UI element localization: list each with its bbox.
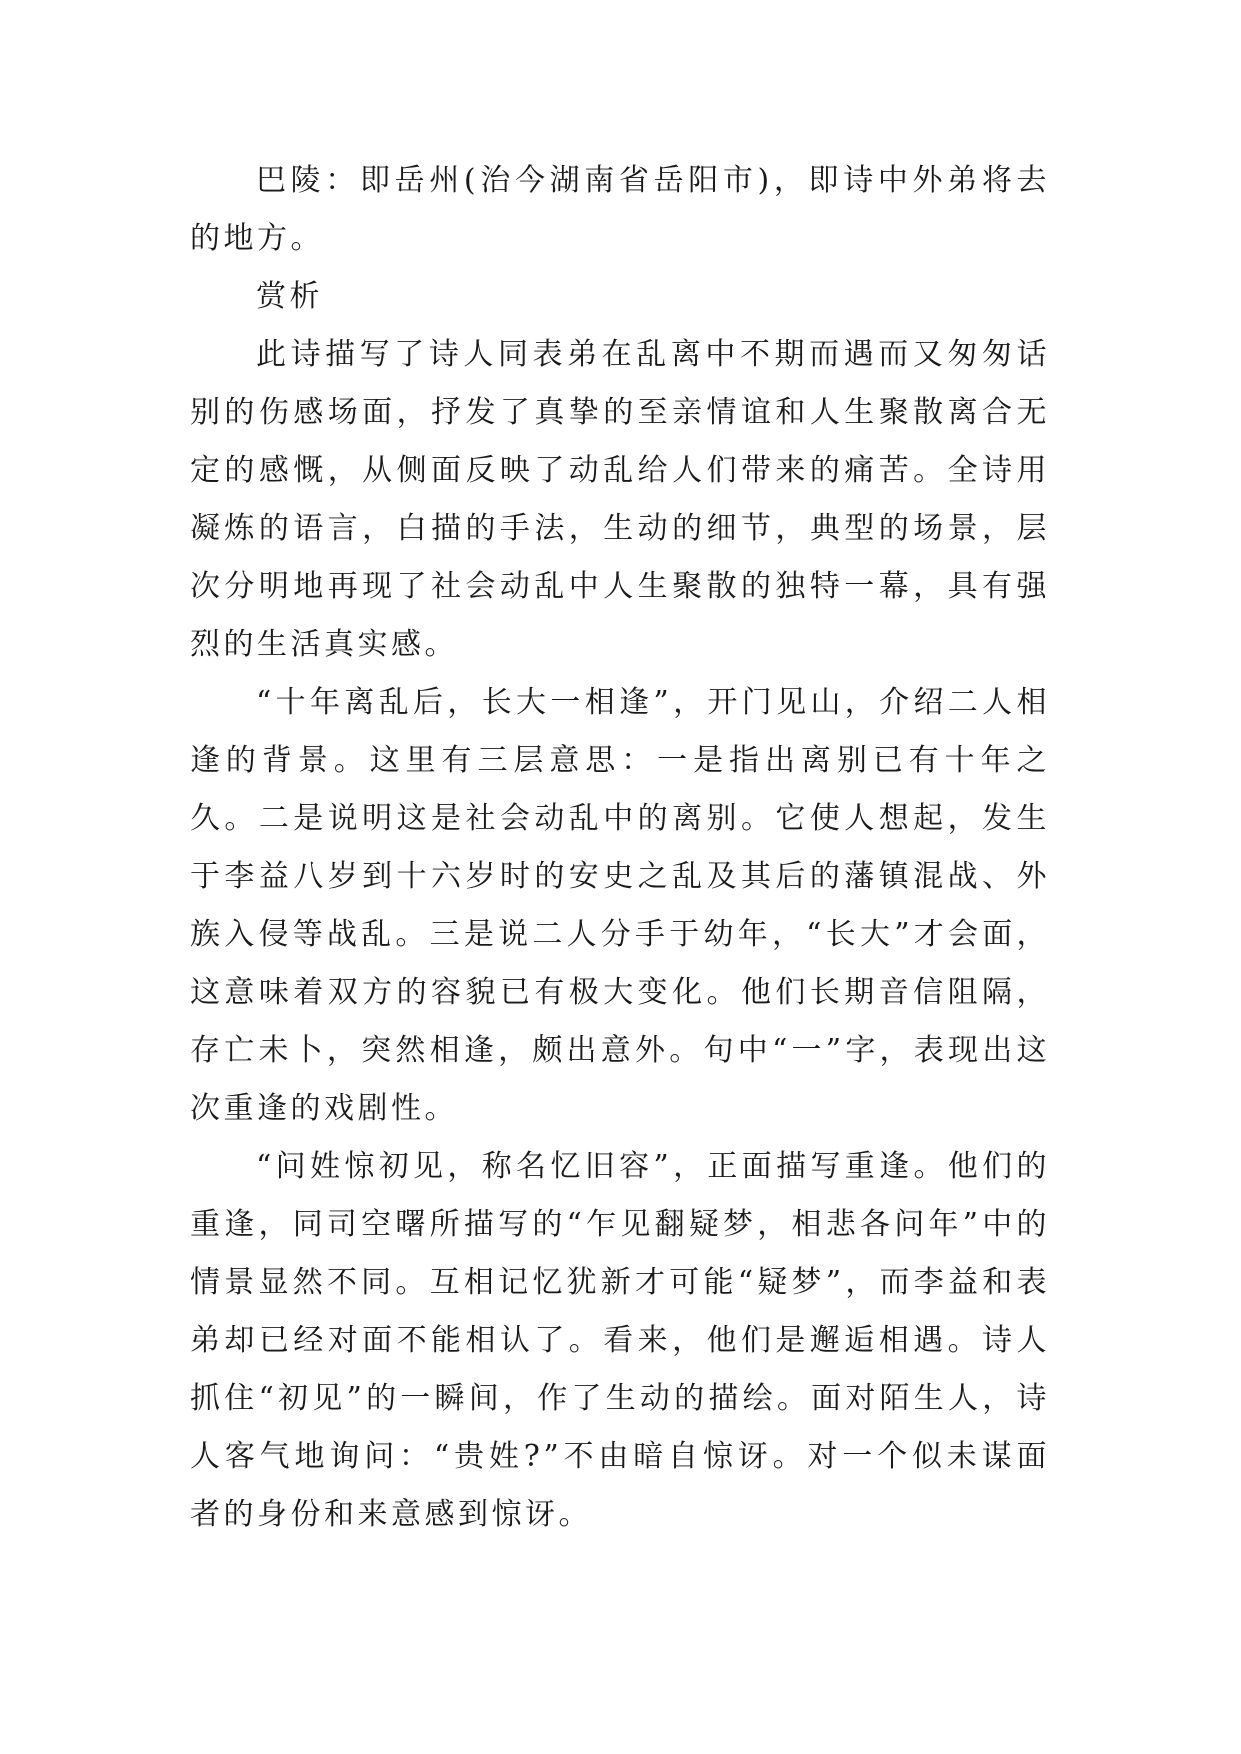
- paragraph-asking-name: “问姓惊初见，称名忆旧容”，正面描写重逢。他们的重逢，同司空曙所描写的“乍见翻疑梦，相悲各问年”中的情景显然不同。互相记忆犹新才可能“疑梦”，而李益和表弟却已经对面不能相认了。看来，他们是邂逅相遇。诗人抓住“初见”的一瞬间，作了生动的描绘。面对陌生人，诗人客气地询问：“贵姓?”不由暗自惊讶。对一个似未谋面者的身份和来意感到惊讶。: [190, 1149, 1050, 1532]
- document-page: [190, 152, 1050, 1544]
- paragraph-overview: 此诗描写了诗人同表弟在乱离中不期而遇而又匆匆话别的伤感场面，抒发了真挚的至亲情谊和人生聚散离合无定的感慨，从侧面反映了动乱给人们带来的痛苦。全诗用凝炼的语言，白描的手法，生动的细节，典型的场景，层次分明地再现了社会动乱中人生聚散的独特一幕，具有强烈的生活真实感。: [190, 337, 1050, 662]
- paragraph-ten-years: “十年离乱后，长大一相逢”，开门见山，介绍二人相逢的背景。这里有三层意思：一是指出离别已有十年之久。二是说明这是社会动乱中的离别。它使人想起，发生于李益八岁到十六岁时的安史之乱及其后的藩镇混战、外族入侵等战乱。三是说二人分手于幼年，“长大”才会面，这意味着双方的容貌已有极大变化。他们长期音信阻隔，存亡未卜，突然相逢，颇出意外。句中“一”字，表现出这次重逢的戏剧性。: [190, 685, 1050, 1126]
- paragraph-baling-note: 巴陵：即岳州(治今湖南省岳阳市)，即诗中外弟将去的地方。: [190, 163, 1050, 256]
- section-heading-appreciation: 赏析: [256, 279, 323, 314]
